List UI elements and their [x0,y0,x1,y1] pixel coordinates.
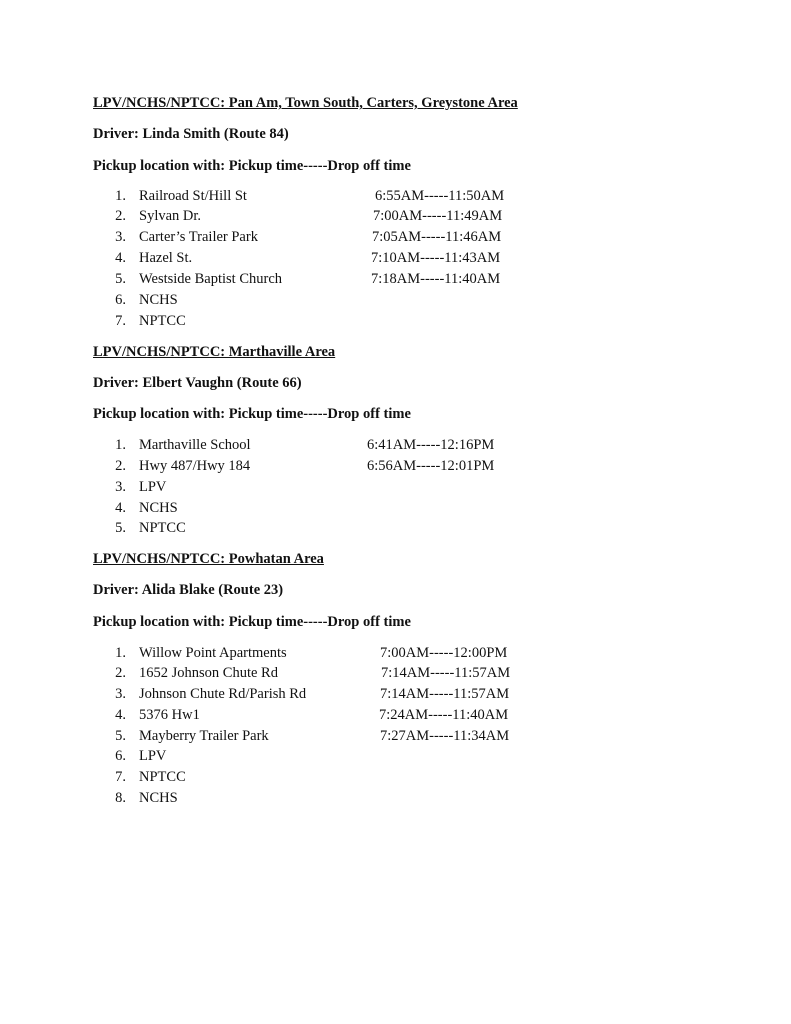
pickup-dropoff-time: 7:00AM-----12:00PM [380,645,508,661]
pickup-location: LPV [139,748,167,764]
item-number: 5. [115,520,126,536]
item-number: 1. [115,188,126,204]
list-item [0,477,791,497]
pickup-location: Hwy 487/Hwy 184 [139,458,251,474]
driver-line: Driver: Alida Blake (Route 23) [93,582,284,598]
pickup-location: 1652 Johnson Chute Rd [139,665,278,681]
pickup-location: Hazel St. [139,250,193,266]
item-number: 2. [115,458,126,474]
list-item [0,643,791,663]
item-number: 1. [115,437,126,453]
section-heading: LPV/NCHS/NPTCC: Marthaville Area [93,344,336,360]
item-number: 6. [115,292,126,308]
pickup-location: NCHS [139,500,178,516]
pickup-dropoff-time: 6:56AM-----12:01PM [367,458,495,474]
list-item [0,767,791,787]
pickup-dropoff-time: 7:00AM-----11:49AM [373,208,503,224]
pickup-subheading: Pickup location with: Pickup time-----Drop off time [93,614,411,630]
section-heading: LPV/NCHS/NPTCC: Powhatan Area [93,551,324,567]
pickup-dropoff-time: 7:05AM-----11:46AM [372,229,502,245]
item-number: 2. [115,665,126,681]
pickup-location: Marthaville School [139,437,251,453]
item-number: 5. [115,271,126,287]
item-number: 5. [115,728,126,744]
list-item [0,788,791,808]
item-number: 8. [115,790,126,806]
pickup-location: Willow Point Apartments [139,645,287,661]
list-item [0,227,791,247]
pickup-location: Sylvan Dr. [139,208,202,224]
pickup-dropoff-time: 7:24AM-----11:40AM [379,707,509,723]
list-item [0,518,791,538]
driver-line: Driver: Linda Smith (Route 84) [93,126,289,142]
list-item [0,206,791,226]
list-item [0,248,791,268]
item-number: 7. [115,313,126,329]
list-item [0,498,791,518]
pickup-location: 5376 Hw1 [139,707,200,723]
pickup-dropoff-time: 7:14AM-----11:57AM [381,665,511,681]
pickup-location: NPTCC [139,769,186,785]
list-item [0,746,791,766]
item-number: 4. [115,500,126,516]
list-item [0,269,791,289]
pickup-location: Railroad St/Hill St [139,188,247,204]
pickup-dropoff-time: 7:18AM-----11:40AM [371,271,501,287]
item-number: 3. [115,229,126,245]
item-number: 2. [115,208,126,224]
pickup-dropoff-time: 7:10AM-----11:43AM [371,250,501,266]
list-item [0,311,791,331]
pickup-subheading: Pickup location with: Pickup time-----Drop off time [93,406,411,422]
item-number: 6. [115,748,126,764]
item-number: 1. [115,645,126,661]
pickup-location: NCHS [139,790,178,806]
list-item [0,705,791,725]
pickup-location: Westside Baptist Church [139,271,283,287]
item-number: 3. [115,686,126,702]
pickup-location: Carter’s Trailer Park [139,229,258,245]
section-heading: LPV/NCHS/NPTCC: Pan Am, Town South, Carters, Greystone Area [93,95,518,111]
item-number: 7. [115,769,126,785]
pickup-location: NPTCC [139,520,186,536]
item-number: 3. [115,479,126,495]
pickup-location: NCHS [139,292,178,308]
pickup-location: LPV [139,479,167,495]
pickup-subheading: Pickup location with: Pickup time-----Drop off time [93,158,411,174]
list-item [0,726,791,746]
pickup-location: Johnson Chute Rd/Parish Rd [139,686,307,702]
pickup-location: Mayberry Trailer Park [139,728,269,744]
pickup-location: NPTCC [139,313,186,329]
pickup-dropoff-time: 6:41AM-----12:16PM [367,437,495,453]
list-item [0,186,791,206]
list-item [0,684,791,704]
list-item [0,663,791,683]
driver-line: Driver: Elbert Vaughn (Route 66) [93,375,302,391]
list-item [0,456,791,476]
item-number: 4. [115,250,126,266]
pickup-dropoff-time: 6:55AM-----11:50AM [375,188,505,204]
item-number: 4. [115,707,126,723]
list-item [0,290,791,310]
list-item [0,435,791,455]
pickup-dropoff-time: 7:14AM-----11:57AM [380,686,510,702]
pickup-dropoff-time: 7:27AM-----11:34AM [380,728,510,744]
